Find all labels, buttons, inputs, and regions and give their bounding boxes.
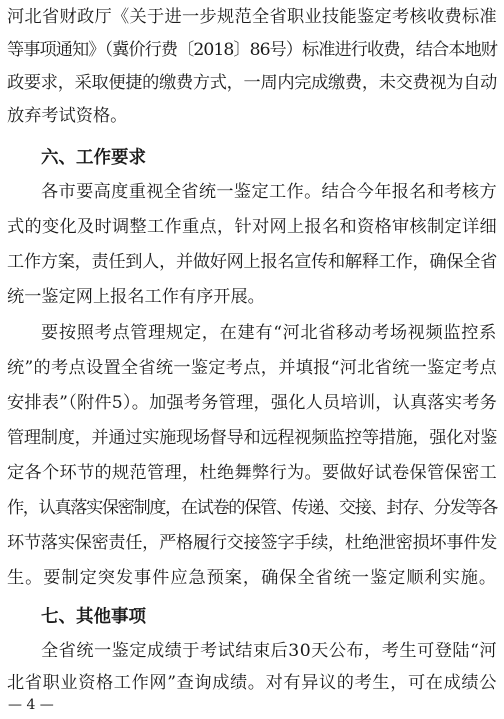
section-heading: 六、工作要求 <box>41 148 146 168</box>
text-line: 管理制度，并通过实施现场督导和远程视频监控等措施，强化对鉴 <box>7 428 497 448</box>
text-line: 各市要高度重视全省统一鉴定工作。结合今年报名和考核方 <box>41 182 497 202</box>
page-number: — 4 — <box>8 697 54 713</box>
text-line: 式的变化及时调整工作重点，针对网上报名和资格审核制定详细 <box>7 217 497 237</box>
text-line: 工作方案，责任到人，并做好网上报名宣传和解释工作，确保全省 <box>7 252 497 272</box>
text-line: 放弃考试资格。 <box>7 106 128 126</box>
text-line: 全省统一鉴定成绩于考试结束后30天公布，考生可登陆“河 <box>41 641 497 661</box>
text-line: 等事项通知》（冀价行费〔2018〕86号）标准进行收费，结合本地财 <box>7 40 497 60</box>
text-line: 作，认真落实保密制度，在试卷的保管、传递、交接、封存、分发等各 <box>7 498 497 518</box>
text-line: 统”的考点设置全省统一鉴定考点，并填报“河北省统一鉴定考点 <box>7 358 497 378</box>
text-line: 环节落实保密责任，严格履行交接签字手续，杜绝泄密损坏事件发 <box>7 533 497 553</box>
text-line: 定各个环节的规范管理，杜绝舞弊行为。要做好试卷保管保密工 <box>7 463 497 483</box>
text-line: 生。要制定突发事件应急预案，确保全省统一鉴定顺利实施。 <box>7 568 497 588</box>
text-line: 河北省财政厅《关于进一步规范全省职业技能鉴定考核收费标准 <box>7 7 497 27</box>
text-line: 要按照考点管理规定，在建有“河北省移动考场视频监控系 <box>41 323 497 343</box>
text-line: 统一鉴定网上报名工作有序开展。 <box>7 287 265 307</box>
text-line: 安排表”（附件5）。加强考务管理，强化人员培训，认真落实考务 <box>7 393 497 413</box>
text-line: 政要求，采取便捷的缴费方式，一周内完成缴费，未交费视为自动 <box>7 73 497 93</box>
text-line: 北省职业资格工作网”查询成绩。对有异议的考生，可在成绩公 <box>7 673 497 693</box>
section-heading: 七、其他事项 <box>41 607 146 627</box>
